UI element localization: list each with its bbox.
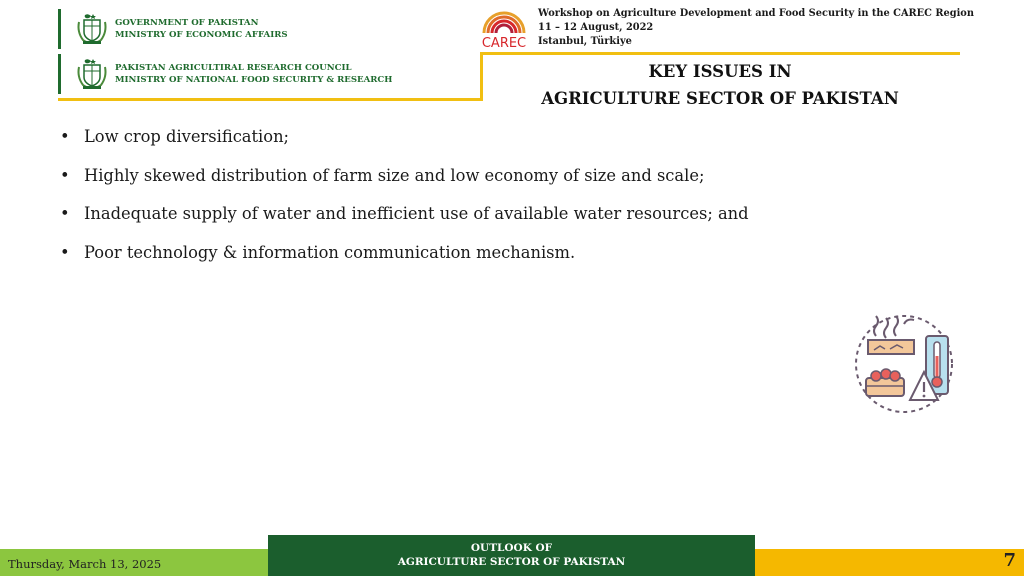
footer-right-band [755,549,1024,576]
bullet-dot: • [60,242,70,262]
org-name: PAKISTAN AGRICULTIRAL RESEARCH COUNCIL [115,62,352,73]
bullet-item [60,202,749,241]
org-text-government [115,17,288,42]
ministry-name: MINISTRY OF NATIONAL FOOD SECURITY & RESEARCH [115,75,393,85]
org-divider [58,9,61,49]
workshop-location: Istanbul, Türkiye [538,36,632,47]
carec-logo-text: CAREC [481,36,527,51]
footer-title-line2: AGRICULTURE SECTOR OF PAKISTAN [397,556,626,568]
bullet-text: Low crop diversification; [84,127,290,146]
bullet-dot: • [60,165,70,185]
pakistan-emblem-icon [75,57,109,91]
org-divider [58,54,61,94]
bullet-text: Highly skewed distribution of farm size and low economy of size and scale; [84,165,705,185]
carec-logo [478,7,530,51]
bullet-item [60,125,749,164]
org-block-government [58,9,288,49]
ministry-name: MINISTRY OF ECONOMIC AFFAIRS [115,30,288,40]
header-rule-left [58,98,482,101]
bullet-dot: • [60,204,70,223]
header-rule-vertical [480,52,483,101]
bullet-text: Poor technology & information communication mechanism. [84,242,576,262]
bullet-item [60,241,749,280]
org-text-parc [115,62,392,87]
footer-date: Thursday, March 13, 2025 [8,557,162,571]
workshop-info [538,7,974,49]
slide-title-line2: AGRICULTURE SECTOR OF PAKISTAN [541,89,899,108]
bullet-item [60,164,749,203]
bullet-list [60,125,749,279]
org-name: GOVERNMENT OF PAKISTAN [115,17,259,28]
slide-title-line1: KEY ISSUES IN [648,62,792,81]
climate-risk-icon [850,306,958,416]
bullet-dot: • [60,127,70,146]
slide-title [520,58,920,112]
pakistan-emblem-icon [75,12,109,46]
workshop-title: Workshop on Agriculture Development and Food Security in the CAREC Region [538,8,974,19]
header-rule-right [482,52,960,55]
org-block-parc [58,54,392,94]
page-number: 7 [1003,550,1016,571]
footer-title-line1: OUTLOOK OF [470,542,553,554]
workshop-dates: 11 – 12 August, 2022 [538,22,654,33]
footer-title [268,535,755,576]
bullet-text: Inadequate supply of water and inefficient use of available water resources; and [84,204,749,223]
